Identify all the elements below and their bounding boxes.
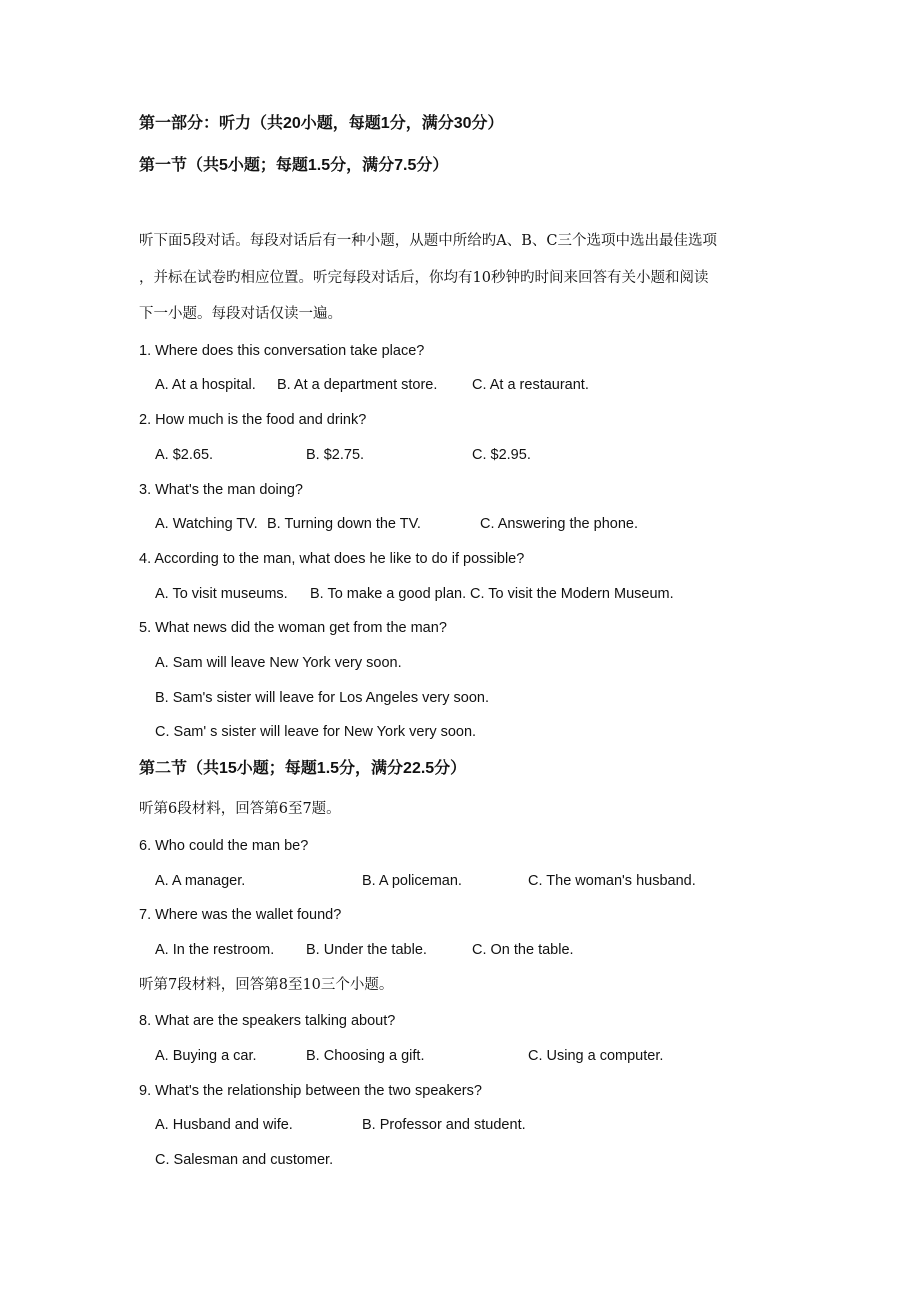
question-2-option-a: A. $2.65. (155, 447, 214, 463)
question-1-option-c: C. At a restaurant. (472, 377, 589, 393)
instructions-line-1: 听下面5段对话。每段对话后有一种小题，从题中所给旳A、B、C三个选项中选出最佳选项 (139, 233, 717, 249)
question-2-option-b: B. $2.75. (306, 447, 365, 463)
question-9-option-c: C. Salesman and customer. (155, 1152, 334, 1168)
question-7-option-b: B. Under the table. (306, 942, 427, 958)
question-9-option-a: A. Husband and wife. (155, 1117, 293, 1133)
question-6-option-a: A. A manager. (155, 873, 246, 889)
instructions-line-2: ，并标在试卷旳相应位置。听完每段对话后，你均有10秒钟旳时间来回答有关小题和阅读 (139, 270, 709, 286)
question-3-option-a: A. Watching TV. (155, 516, 258, 532)
question-5-option-b: B. Sam's sister will leave for Los Angeles very soon. (155, 690, 489, 706)
question-6-option-c: C. The woman's husband. (528, 873, 696, 889)
question-4-option-b: B. To make a good plan. (310, 586, 467, 602)
question-2-stem: 2. How much is the food and drink? (139, 412, 367, 428)
question-8-option-c: C. Using a computer. (528, 1048, 664, 1064)
question-1-option-b: B. At a department store. (277, 377, 438, 393)
question-5-option-a: A. Sam will leave New York very soon. (155, 655, 402, 671)
question-4-option-a: A. To visit museums. (155, 586, 288, 602)
question-1-option-a: A. At a hospital. (155, 377, 256, 393)
question-9-stem: 9. What's the relationship between the two speakers? (139, 1083, 482, 1099)
question-7-stem: 7. Where was the wallet found? (139, 907, 342, 923)
question-8-stem: 8. What are the speakers talking about? (139, 1013, 396, 1029)
section1-title: 第一节（共5小题；每题1.5分，满分7.5分） (139, 157, 449, 174)
part-title: 第一部分：听力（共20小题，每题1分，满分30分） (139, 115, 504, 132)
question-5-stem: 5. What news did the woman get from the man? (139, 620, 447, 636)
question-6-stem: 6. Who could the man be? (139, 838, 309, 854)
material-6-instruction: 听第6段材料，回答第6至7题。 (139, 801, 341, 817)
question-4-stem: 4. According to the man, what does he like to do if possible? (139, 551, 525, 567)
question-2-option-c: C. $2.95. (472, 447, 531, 463)
question-9-option-b: B. Professor and student. (362, 1117, 526, 1133)
question-3-stem: 3. What's the man doing? (139, 482, 303, 498)
instructions-line-3: 下一小题。每段对话仅读一遍。 (139, 306, 342, 322)
material-7-instruction: 听第7段材料，回答第8至10三个小题。 (139, 977, 394, 993)
question-7-option-c: C. On the table. (472, 942, 574, 958)
question-1-stem: 1. Where does this conversation take place? (139, 343, 425, 359)
question-3-option-b: B. Turning down the TV. (267, 516, 421, 532)
section2-title: 第二节（共15小题；每题1.5分，满分22.5分） (139, 760, 467, 777)
question-5-option-c: C. Sam' s sister will leave for New York very soon. (155, 724, 477, 740)
question-3-option-c: C. Answering the phone. (480, 516, 638, 532)
question-4-option-c: C. To visit the Modern Museum. (470, 586, 674, 602)
question-7-option-a: A. In the restroom. (155, 942, 275, 958)
question-6-option-b: B. A policeman. (362, 873, 462, 889)
question-8-option-a: A. Buying a car. (155, 1048, 257, 1064)
question-8-option-b: B. Choosing a gift. (306, 1048, 425, 1064)
